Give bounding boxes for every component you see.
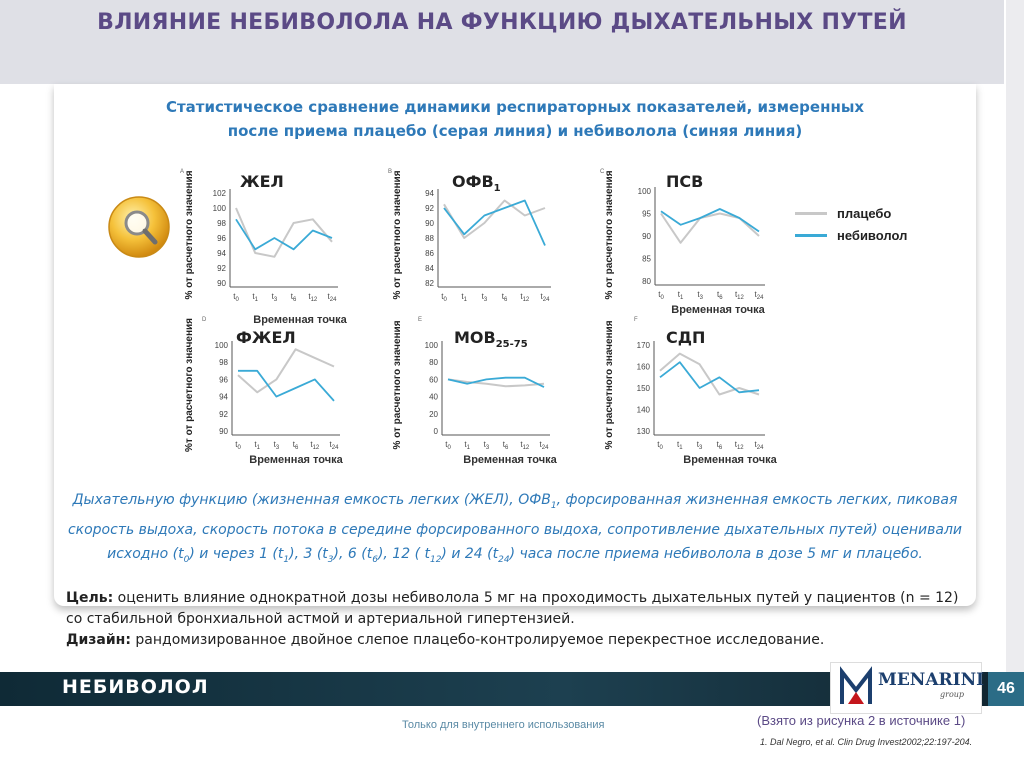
chart-title [236,328,296,347]
reference: 1. Dal Negro, et al. Clin Drug Invest2002;22:197-204. [760,737,973,747]
chart-title-main: ЖЕЛ [240,172,284,191]
y-tick-label: 82 [425,279,434,288]
chart-title [240,172,284,191]
x-tick-label: $t_{24}$ [754,440,764,451]
x-tick-label: $t_0$ [658,290,664,301]
x-tick-label: $t_{24}$ [540,292,550,303]
x-tick-label: $t_1$ [677,440,683,451]
chart-ofv1 [388,163,578,323]
goal-label: Цель: [66,590,114,606]
note-text: ), 6 (t [333,545,373,562]
chart-title-main: ФЖЕЛ [236,328,296,347]
y-tick-label: 130 [636,427,650,436]
x-tick-label: $t_1$ [254,440,260,451]
x-tick-label: $t_0$ [445,440,451,451]
y-tick-label: 80 [429,358,438,368]
x-tick-label: $t_{12}$ [308,292,318,303]
y-tick-label: 84 [425,264,434,273]
chart-x-axis-title: Временная точка [253,314,347,326]
x-tick-label: $t_1$ [677,290,684,301]
x-tick-label: $t_6$ [717,290,723,301]
y-tick-label: 90 [425,219,434,228]
y-tick-label: 86 [425,249,434,258]
x-tick-label: $t_{12}$ [520,292,530,303]
y-tick-label: 90 [642,232,651,241]
footer-title: НЕБИВОЛОЛ [62,676,209,698]
y-tick-label: 96 [219,375,228,385]
y-tick-label: 85 [642,254,651,264]
chart-title [666,328,705,347]
chart-panel-letter: F [634,317,638,323]
x-tick-label: $t_3$ [271,292,278,303]
chart-fzhel [180,313,380,473]
chart-x-axis-title: Временная точка [683,454,777,466]
series-line-nebivolol [660,362,759,392]
chart-y-axis-title: %т от расчетного значения [184,318,195,452]
x-tick-label: $t_{12}$ [310,440,320,451]
x-tick-label: $t_6$ [502,440,509,451]
slide-subtitle [54,95,976,143]
method-note [54,488,976,572]
x-tick-label: $t_1$ [461,292,467,303]
y-tick-label: 94 [425,189,434,198]
x-tick-label: $t_0$ [233,292,239,303]
y-tick-label: 140 [636,405,650,415]
chart-title-main: МОВ [454,328,496,347]
legend-label-placebo: плацебо [837,205,892,221]
chart-legend [795,202,935,246]
x-tick-label: $t_3$ [696,440,703,451]
x-tick-label: $t_{24}$ [539,440,549,451]
chart-psv [600,163,790,323]
study-goal [66,588,966,630]
series-line-placebo [660,354,759,395]
chart-title-main: ОФВ [452,172,494,191]
y-tick-label: 150 [636,384,650,393]
y-tick-label: 92 [219,409,228,419]
x-tick-label: $t_3$ [483,440,490,451]
chart-title-main: ПСВ [666,172,704,191]
series-line-nebivolol [238,371,334,401]
note-text: Дыхательную функцию (жизненная емкость легких (ЖЕЛ), ОФВ [72,492,551,508]
series-line-placebo [444,201,545,239]
chart-x-axis-title: Временная точка [463,454,557,466]
y-tick-label: 102 [212,189,226,198]
edge-bar [1006,0,1024,672]
goal-text: оценить влияние однократной дозы небиволола 5 мг на проходимость дыхательных путей у пациентов (n = 12) со стабильной бронхиальной астмой и артериальной гипертензией. [66,590,959,627]
note-text: ), 12 ( t [377,545,430,562]
note-sub: 6 [372,554,378,565]
x-tick-label: $t_0$ [235,440,241,451]
chart-title-sub: 25-75 [495,339,528,350]
chart-panel-letter: C [600,169,605,175]
chart-panel-letter: D [202,317,207,323]
note-text: , форсированная жизненная емкость легких, пиковая скорость выдоха, скорость потока в середине форсированного выдоха, сопротивление дыхательных путей) оценивали исходно (t [67,492,963,562]
legend-item-nebivolol [795,224,935,246]
chart-y-axis-title: % от расчетного значения [604,320,615,450]
series-line-nebivolol [444,201,545,246]
chart-y-axis-title: % от расчетного значения [392,170,403,300]
note-text: ) и 24 (t [441,545,499,562]
note-sub: 12 [429,554,442,565]
design-label: Дизайн: [66,632,131,648]
x-tick-label: $t_{24}$ [329,440,339,451]
chart-y-axis-title: % от расчетного значения [604,170,615,300]
y-tick-label: 100 [212,204,226,213]
note-text: ) и через 1 (t [189,545,284,562]
legend-swatch-placebo [795,212,827,215]
x-tick-label: $t_3$ [481,292,488,303]
y-tick-label: 95 [642,209,651,219]
note-sub: 24 [498,554,510,565]
note-sub: 3 [327,554,334,565]
study-design [66,630,966,651]
chart-title-main: СДП [666,328,706,347]
logo-text: MENARINI [878,670,985,690]
x-tick-label: $t_{24}$ [327,292,337,303]
chart-title [454,328,528,350]
logo-group-text: group [940,690,965,699]
x-tick-label: $t_6$ [292,440,299,451]
y-tick-label: 90 [219,427,228,436]
internal-use-note: Только для внутреннего использования [402,719,605,731]
menarini-emblem-icon [838,666,874,708]
x-tick-label: $t_6$ [290,292,297,303]
y-tick-label: 160 [636,362,650,372]
series-line-placebo [661,214,759,243]
chart-x-axis-title: Временная точка [249,454,343,466]
subtitle-line-2: после приема плацебо (серая линия) и небиволола (синяя линия) [227,122,803,140]
y-tick-label: 100 [214,341,228,350]
slide-title: ВЛИЯНИЕ НЕБИВОЛОЛА НА ФУНКЦИЮ ДЫХАТЕЛЬНЫХ ПУТЕЙ [97,10,907,35]
chart-mov [388,313,578,473]
chart-title-sub: 1 [493,183,501,194]
series-line-nebivolol [661,209,759,232]
chart-title [452,172,501,194]
note-sub: 0 [183,554,190,565]
note-text: ) часа после приема небиволола в дозе 5 мг и плацебо. [509,545,923,562]
y-tick-label: 90 [217,279,226,288]
note-sub: 1 [550,500,557,511]
x-tick-label: $t_6$ [501,292,508,303]
design-text: рандомизированное двойное слепое плацебо-контролируемое перекрестное исследование. [130,632,825,648]
x-tick-label: $t_{12}$ [734,290,744,301]
note-text: ), 3 (t [289,545,328,562]
y-tick-label: 98 [219,358,228,368]
legend-item-placebo [795,202,935,224]
y-tick-label: 94 [217,249,226,258]
y-tick-label: 94 [219,392,228,402]
legend-swatch-nebivolol [795,234,827,237]
x-tick-label: $t_0$ [441,292,447,303]
y-tick-label: 96 [217,234,226,243]
chart-zhel [180,163,380,326]
chart-x-axis-title: Временная точка [671,304,765,316]
magnifier-icon [107,195,171,259]
x-tick-label: $t_{24}$ [754,290,764,301]
y-tick-label: 92 [217,264,226,273]
x-tick-label: $t_3$ [273,440,280,451]
y-tick-label: 80 [642,277,651,286]
chart-y-axis-title: % от расчетного значения [392,320,403,450]
x-tick-label: $t_1$ [252,292,258,303]
y-tick-label: 0 [433,427,438,436]
y-tick-label: 100 [424,341,438,350]
y-tick-label: 98 [217,219,226,228]
y-tick-label: 88 [425,234,434,243]
y-tick-label: 40 [429,392,438,402]
x-tick-label: $t_{12}$ [520,440,530,451]
chart-panel-letter: B [388,169,393,175]
page-number: 46 [988,672,1024,706]
y-tick-label: 170 [636,341,650,350]
x-tick-label: $t_6$ [716,440,723,451]
x-tick-label: $t_1$ [464,440,470,451]
legend-label-nebivolol: небиволол [837,227,908,243]
x-tick-label: $t_{12}$ [734,440,744,451]
chart-y-axis-title: % от расчетного значения [184,170,195,300]
x-tick-label: $t_0$ [657,440,663,451]
source-note: (Взято из рисунка 2 в источнике 1) [757,713,966,728]
chart-panel-letter: E [418,317,423,323]
study-info [66,588,966,651]
chart-panel-letter: A [180,169,185,175]
subtitle-line-1: Статистическое сравнение динамики респираторных показателей, измеренных [165,98,865,116]
y-tick-label: 100 [637,187,651,196]
x-tick-label: $t_3$ [697,290,703,301]
y-tick-label: 92 [425,204,434,213]
y-tick-label: 60 [429,375,438,385]
y-tick-label: 20 [429,409,438,419]
chart-sdp [600,313,790,473]
chart-title [666,172,703,191]
note-sub: 1 [283,554,290,565]
